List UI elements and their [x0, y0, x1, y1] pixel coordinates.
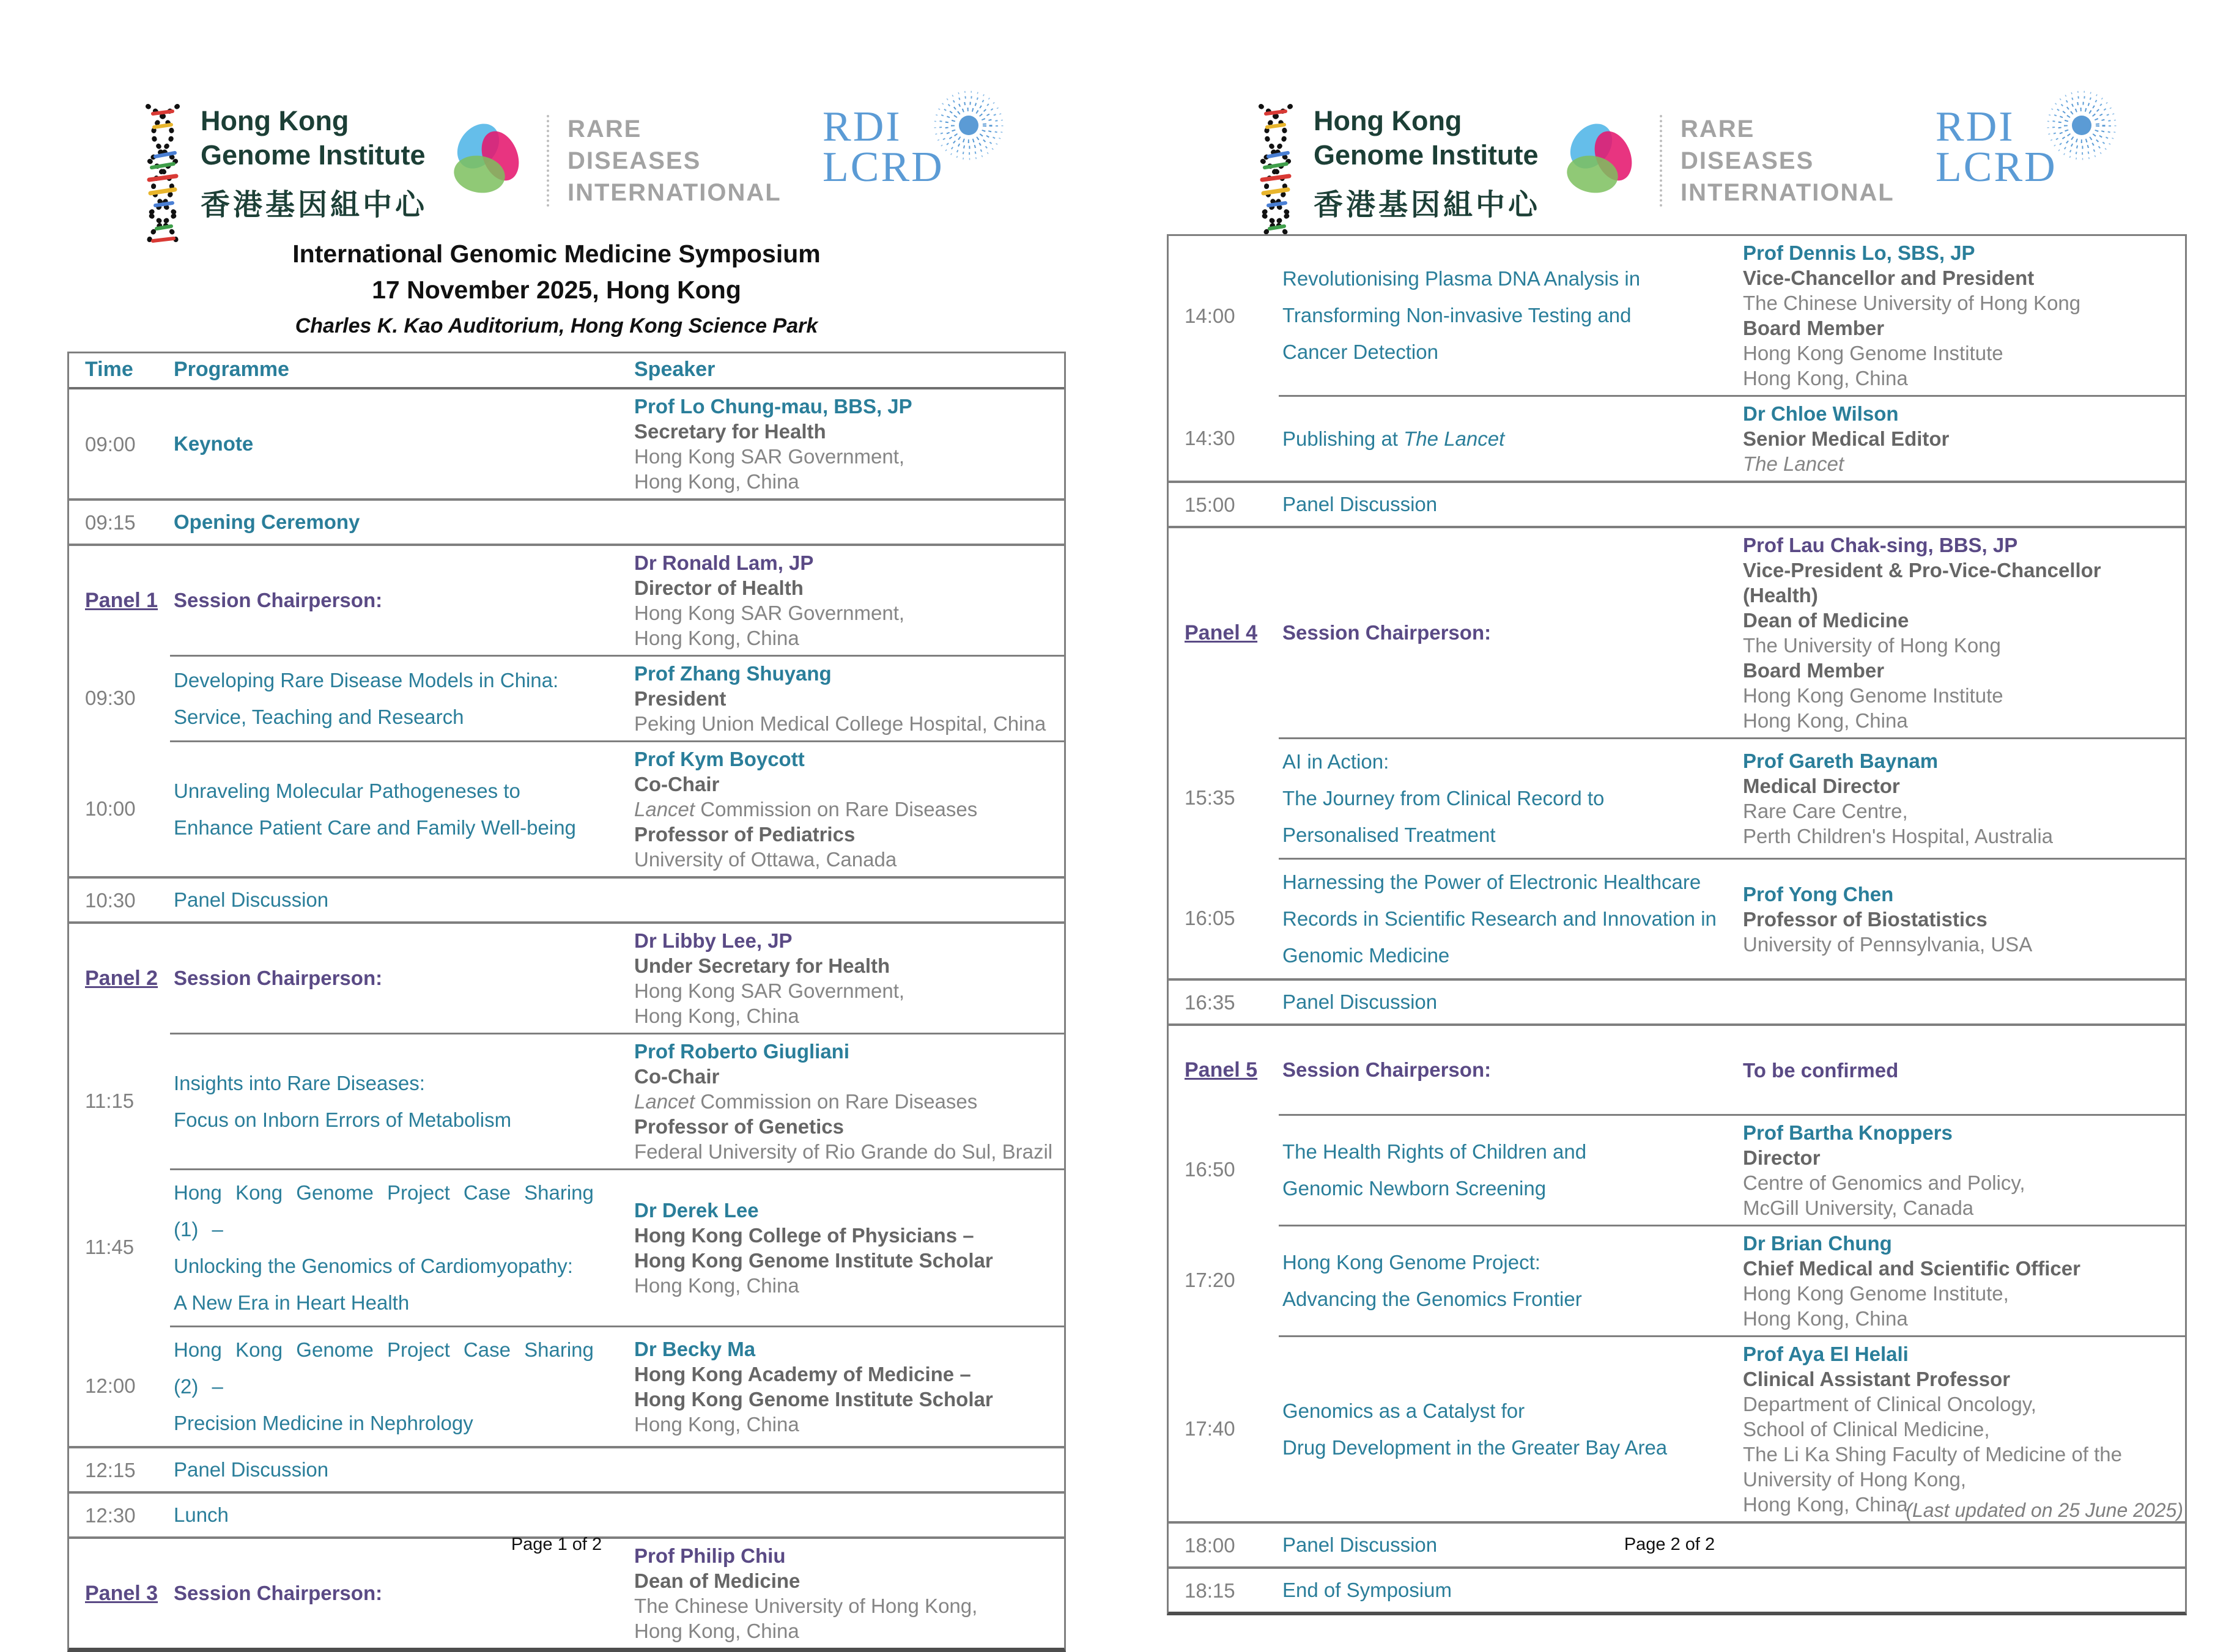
- speaker-organisation: Hong Kong, China: [634, 627, 799, 649]
- time-cell: [1169, 236, 1279, 395]
- programme-line: Advancing the Genomics Frontier: [1282, 1288, 1582, 1310]
- time-value: 18:00: [1185, 1533, 1235, 1557]
- time-cell: [69, 655, 170, 740]
- speaker-cell: [1734, 1225, 2185, 1335]
- programme-row: [69, 921, 1064, 1033]
- speaker-name: Prof Aya El Helali: [1743, 1343, 1909, 1365]
- programme-line: Drug Development in the Greater Bay Area: [1282, 1436, 1668, 1459]
- speaker-name: Dr Becky Ma: [634, 1338, 756, 1360]
- speaker-cell: [1734, 1335, 2185, 1521]
- symposium-title: International Genomic Medicine Symposium: [292, 240, 821, 268]
- lcrd-text-line1: RDI: [1936, 103, 2015, 150]
- table-header-row: [69, 353, 1064, 389]
- hkgi-name-chinese: 香港基因組中心: [1314, 189, 1541, 221]
- programme-table-page2: [1167, 234, 2187, 1615]
- programme-line: Focus on Inborn Errors of Metabolism: [174, 1108, 512, 1131]
- lcrd-text-line1: RDI: [823, 103, 902, 150]
- speaker-cell: [626, 1326, 1064, 1446]
- time-value: 15:00: [1185, 493, 1235, 516]
- programme-cell: [170, 1494, 626, 1536]
- programme-row: [1169, 236, 2185, 395]
- speaker-name: Prof Lau Chak-sing, BBS, JP: [1743, 534, 2018, 556]
- speaker-role: President: [634, 687, 727, 710]
- programme-cell: [170, 1448, 626, 1491]
- speaker-role: Medical Director: [1743, 775, 1900, 797]
- symposium-title-block: [58, 240, 1055, 338]
- speaker-cell: [1734, 1569, 2185, 1612]
- programme-row: [69, 1446, 1064, 1491]
- speaker-cell: [626, 655, 1064, 740]
- speaker-name: Prof Dennis Lo, SBS, JP: [1743, 242, 1975, 264]
- rdi-petals-icon: [446, 120, 527, 201]
- panel-label: Panel 4: [1185, 621, 1258, 644]
- speaker-role: Chief Medical and Scientific Officer: [1743, 1257, 2080, 1280]
- speaker-cell: [626, 879, 1064, 921]
- time-cell: [1169, 737, 1279, 858]
- programme-cell: [170, 879, 626, 921]
- time-value: 10:00: [85, 797, 136, 820]
- time-value: 11:15: [85, 1089, 135, 1112]
- time-value: 12:15: [85, 1458, 136, 1481]
- speaker-role: Board Member: [1743, 317, 1885, 339]
- programme-line: Lunch: [174, 1503, 229, 1526]
- rdi-text-line2: DISEASES: [568, 147, 701, 174]
- programme-line: Session Chairperson:: [174, 1582, 383, 1604]
- speaker-role: Secretary for Health: [634, 420, 826, 443]
- speaker-name: Dr Chloe Wilson: [1743, 402, 1899, 425]
- time-value: 12:30: [85, 1503, 136, 1527]
- programme-line: Harnessing the Power of Electronic Healthcare: [1282, 871, 1701, 893]
- speaker-organisation: Department of Clinical Oncology,: [1743, 1393, 2036, 1415]
- speaker-role: Co-Chair: [634, 773, 720, 795]
- table-body-page1: [69, 389, 1064, 1648]
- programme-line: End of Symposium: [1282, 1579, 1452, 1601]
- panel-label: Panel 5: [1185, 1058, 1258, 1082]
- speaker-name: Prof Bartha Knoppers: [1743, 1121, 1953, 1144]
- time-cell: [69, 740, 170, 876]
- rdi-petals-icon: [1559, 120, 1640, 201]
- speaker-role: Hong Kong Genome Institute Scholar: [634, 1388, 993, 1410]
- time-value: 16:35: [1185, 990, 1235, 1014]
- speaker-organisation: Hong Kong, China: [634, 1005, 799, 1027]
- panel-label: Panel 1: [85, 588, 158, 612]
- programme-cell: [1279, 528, 1734, 737]
- speaker-organisation: Hong Kong, China: [1743, 367, 1908, 389]
- speaker-cell: [1734, 528, 2185, 737]
- speaker-role: Board Member: [1743, 659, 1885, 682]
- rdi-logo-text: [1681, 113, 1895, 208]
- time-value: 09:00: [85, 432, 136, 455]
- speaker-organisation: Hong Kong, China: [1743, 1307, 1908, 1330]
- programme-line: Records in Scientific Research and Innovation in: [1282, 907, 1717, 930]
- programme-line: Session Chairperson:: [174, 967, 383, 989]
- programme-line: Hong Kong Genome Project:: [1282, 1251, 1540, 1274]
- programme-cell: [1279, 1114, 1734, 1225]
- time-value: 14:30: [1185, 426, 1235, 449]
- speaker-name: Prof Roberto Giugliani: [634, 1040, 849, 1063]
- programme-line: A New Era in Heart Health: [174, 1291, 410, 1314]
- programme-row: [1169, 481, 2185, 526]
- programme-row: [69, 1168, 1064, 1326]
- hkgi-name-line1: Hong Kong: [201, 105, 349, 136]
- rdi-logo-text: [568, 113, 782, 208]
- programme-line: Panel Discussion: [1282, 990, 1438, 1013]
- programme-cell: [170, 740, 626, 876]
- programme-line: Unlocking the Genomics of Cardiomyopathy:: [174, 1255, 573, 1277]
- rdi-dotted-divider: [547, 115, 549, 207]
- programme-line: Cancer Detection: [1282, 341, 1438, 363]
- programme-line: Publishing at The Lancet: [1282, 427, 1505, 450]
- speaker-cell: [626, 1448, 1064, 1491]
- programme-cell: [1279, 1335, 1734, 1521]
- speaker-organisation: University of Pennsylvania, USA: [1743, 932, 2033, 956]
- page-1: [0, 0, 1113, 1642]
- programme-line: Unraveling Molecular Pathogeneses to: [174, 779, 520, 802]
- speaker-cell: [1734, 1026, 2185, 1114]
- speaker-organisation: Hong Kong SAR Government,: [634, 602, 905, 624]
- programme-row: [69, 876, 1064, 921]
- table-header-speaker: Speaker: [634, 358, 716, 381]
- programme-line: Precision Medicine in Nephrology: [174, 1412, 473, 1434]
- speaker-cell: [626, 546, 1064, 655]
- time-cell: [69, 1539, 170, 1648]
- programme-line: Keynote: [174, 432, 254, 455]
- programme-cell: [1279, 483, 1734, 526]
- rdi-text-line3: INTERNATIONAL: [1681, 179, 1895, 206]
- time-value: 09:30: [85, 686, 136, 709]
- hkgi-logo-text: [1314, 104, 1540, 248]
- speaker-name: Prof Yong Chen: [1743, 882, 1894, 905]
- programme-row: [1169, 1335, 2185, 1521]
- speaker-cell: [1734, 395, 2185, 481]
- speaker-role: Hong Kong Genome Institute Scholar: [634, 1249, 993, 1272]
- lcrd-dotted-globe-icon: [2045, 89, 2118, 162]
- speaker-organisation: University of Ottawa, Canada: [634, 848, 897, 871]
- time-cell: [69, 389, 170, 498]
- panel-label: Panel 2: [85, 966, 158, 990]
- programme-line: Developing Rare Disease Models in China:: [174, 668, 559, 691]
- programme-row: [1169, 858, 2185, 978]
- programme-cell: [170, 389, 626, 498]
- speaker-cell: [626, 1033, 1064, 1168]
- lcrd-logo: [1936, 103, 2118, 191]
- speaker-organisation: Lancet Commission on Rare Diseases: [634, 798, 978, 820]
- speaker-organisation: Hong Kong SAR Government,: [634, 979, 905, 1002]
- speaker-organisation: Hong Kong Genome Institute: [1743, 684, 2003, 707]
- programme-line: Service, Teaching and Research: [174, 705, 464, 728]
- speaker-organisation: Rare Care Centre,: [1743, 800, 1908, 822]
- dna-helix-icon: [139, 104, 187, 248]
- programme-cell: [170, 655, 626, 740]
- speaker-role: Vice-Chancellor and President: [1743, 267, 2035, 289]
- time-value: 18:15: [1185, 1579, 1235, 1602]
- programme-cell: [170, 1168, 626, 1326]
- rdi-text-line1: RARE: [568, 116, 642, 142]
- time-cell: [69, 1326, 170, 1446]
- programme-row: [69, 655, 1064, 740]
- speaker-organisation: Hong Kong, China: [634, 1413, 799, 1436]
- programme-row: [1169, 1114, 2185, 1225]
- last-updated-note: (Last updated on 25 June 2025): [1906, 1499, 2183, 1521]
- speaker-organisation: Hong Kong, China: [1743, 709, 1908, 732]
- speaker-organisation: Hong Kong, China: [1743, 1493, 1908, 1516]
- programme-line: Session Chairperson:: [1282, 621, 1492, 644]
- programme-row: [1169, 1225, 2185, 1335]
- speaker-cell: [626, 924, 1064, 1033]
- programme-cell: [170, 1539, 626, 1648]
- programme-row: [69, 1033, 1064, 1168]
- speaker-cell: [1734, 1114, 2185, 1225]
- lcrd-dotted-globe-icon: [932, 89, 1005, 162]
- programme-cell: [170, 1326, 626, 1446]
- speaker-organisation: The Chinese University of Hong Kong,: [634, 1595, 978, 1617]
- speaker-name: Prof Philip Chiu: [634, 1544, 786, 1567]
- speaker-cell: [1734, 981, 2185, 1023]
- programme-line: Panel Discussion: [174, 1458, 329, 1481]
- time-cell: [1169, 483, 1279, 526]
- programme-row: [69, 544, 1064, 655]
- speaker-name: Dr Libby Lee, JP: [634, 929, 793, 952]
- time-value: 14:00: [1185, 304, 1235, 327]
- dna-helix-icon: [1252, 104, 1300, 248]
- speaker-role: Professor of Pediatrics: [634, 823, 856, 846]
- time-cell: [69, 1494, 170, 1536]
- speaker-name: Dr Brian Chung: [1743, 1232, 1892, 1255]
- programme-cell: [170, 1033, 626, 1168]
- speaker-organisation: School of Clinical Medicine,: [1743, 1418, 1990, 1440]
- speaker-organisation: Hong Kong Genome Institute: [1743, 342, 2003, 364]
- time-value: 12:00: [85, 1374, 136, 1397]
- rdi-text-line2: DISEASES: [1681, 147, 1814, 174]
- speaker-name: To be confirmed: [1743, 1058, 1899, 1082]
- programme-row: [1169, 395, 2185, 481]
- lcrd-text-line2: LCRD: [1936, 144, 2057, 191]
- lcrd-logo-text: [1936, 103, 2057, 191]
- speaker-organisation: The University of Hong Kong: [1743, 634, 2001, 657]
- rdi-logo: [446, 113, 782, 208]
- time-cell: [1169, 981, 1279, 1023]
- programme-line: The Journey from Clinical Record to: [1282, 787, 1605, 809]
- programme-line: Hong Kong Genome Project Case Sharing (2) –: [174, 1338, 594, 1398]
- programme-cell: [1279, 1225, 1734, 1335]
- programme-cell: [170, 924, 626, 1033]
- rdi-text-line1: RARE: [1681, 116, 1755, 142]
- time-cell: [1169, 395, 1279, 481]
- speaker-organisation: Hong Kong Genome Institute,: [1743, 1282, 2009, 1305]
- programme-cell: [1279, 858, 1734, 978]
- logo-header: [0, 86, 1113, 251]
- speaker-organisation: The Li Ka Shing Faculty of Medicine of the: [1743, 1443, 2123, 1466]
- speaker-organisation: Hong Kong, China: [634, 1620, 799, 1642]
- programme-row: [1169, 978, 2185, 1023]
- speaker-role: Hong Kong Academy of Medicine –: [634, 1363, 971, 1385]
- speaker-role: Under Secretary for Health: [634, 954, 890, 977]
- logo-header: [1113, 86, 2226, 251]
- speaker-cell: [1734, 236, 2185, 395]
- time-cell: [1169, 1026, 1279, 1114]
- programme-line: Panel Discussion: [1282, 1533, 1438, 1556]
- speaker-organisation: Hong Kong, China: [634, 1274, 799, 1297]
- speaker-organisation: Hong Kong, China: [634, 470, 799, 493]
- page-2: [1113, 0, 2226, 1602]
- time-cell: [1169, 1225, 1279, 1335]
- speaker-organisation: Hong Kong SAR Government,: [634, 445, 905, 468]
- time-cell: [1169, 528, 1279, 737]
- table-header-programme: Programme: [174, 358, 289, 381]
- speaker-name: Dr Derek Lee: [634, 1199, 759, 1222]
- rdi-text-line3: INTERNATIONAL: [568, 179, 782, 206]
- programme-cell: [1279, 1569, 1734, 1612]
- programme-cell: [170, 501, 626, 544]
- time-value: 16:50: [1185, 1158, 1235, 1181]
- programme-line: Revolutionising Plasma DNA Analysis in: [1282, 267, 1641, 290]
- speaker-role: Director of Health: [634, 577, 804, 599]
- speaker-name: Prof Kym Boycott: [634, 748, 805, 770]
- programme-cell: [1279, 236, 1734, 395]
- speaker-organisation: Federal University of Rio Grande do Sul, Brazil: [634, 1140, 1053, 1163]
- programme-line: Insights into Rare Diseases:: [174, 1071, 425, 1094]
- table-body-page2: [1169, 236, 2185, 1612]
- lcrd-logo: [823, 103, 1005, 191]
- programme-line: Personalised Treatment: [1282, 824, 1496, 846]
- speaker-organisation: University of Hong Kong,: [1743, 1468, 1967, 1491]
- programme-row: [69, 389, 1064, 498]
- time-cell: [69, 924, 170, 1033]
- programme-line: Enhance Patient Care and Family Well-being: [174, 816, 576, 839]
- hkgi-logo-text: [201, 104, 427, 248]
- programme-line: Session Chairperson:: [1282, 1058, 1492, 1081]
- programme-line: Hong Kong Genome Project Case Sharing (1) –: [174, 1181, 594, 1241]
- rdi-dotted-divider: [1660, 115, 1662, 207]
- symposium-date: 17 November 2025, Hong Kong: [372, 276, 741, 304]
- speaker-role: Director: [1743, 1146, 1821, 1169]
- speaker-organisation: The Lancet: [1743, 452, 1844, 475]
- speaker-role: Dean of Medicine: [1743, 609, 1909, 632]
- time-cell: [69, 546, 170, 655]
- speaker-cell: [626, 1539, 1064, 1648]
- time-cell: [69, 1033, 170, 1168]
- programme-line: AI in Action:: [1282, 750, 1389, 773]
- speaker-organisation: Peking Union Medical College Hospital, China: [634, 712, 1046, 735]
- programme-table-page1: [67, 352, 1066, 1652]
- lcrd-text-line2: LCRD: [823, 144, 944, 191]
- speaker-name: Prof Lo Chung-mau, BBS, JP: [634, 395, 912, 418]
- time-cell: [1169, 858, 1279, 978]
- speaker-organisation: Lancet Commission on Rare Diseases: [634, 1090, 978, 1113]
- speaker-name: Dr Ronald Lam, JP: [634, 551, 814, 574]
- programme-line: Panel Discussion: [1282, 493, 1438, 515]
- speaker-cell: [626, 740, 1064, 876]
- time-cell: [1169, 1569, 1279, 1612]
- hkgi-logo: [1252, 104, 1540, 248]
- programme-row: [1169, 1566, 2185, 1612]
- programme-line: The Health Rights of Children and: [1282, 1140, 1587, 1163]
- speaker-organisation: The Chinese University of Hong Kong: [1743, 292, 2081, 314]
- programme-line: Transforming Non-invasive Testing and: [1282, 304, 1632, 326]
- programme-line: Session Chairperson:: [174, 589, 383, 611]
- hkgi-name-line2: Genome Institute: [201, 139, 426, 171]
- speaker-organisation: Perth Children's Hospital, Australia: [1743, 825, 2054, 847]
- programme-line: Genomics as a Catalyst for: [1282, 1399, 1525, 1422]
- time-value: 11:45: [85, 1236, 135, 1258]
- speaker-role: Co-Chair: [634, 1065, 720, 1088]
- speaker-role: Dean of Medicine: [634, 1569, 801, 1592]
- speaker-cell: [1734, 483, 2185, 526]
- time-cell: [69, 501, 170, 544]
- time-value: 17:40: [1185, 1417, 1235, 1440]
- programme-row: [1169, 1023, 2185, 1114]
- panel-label: Panel 3: [85, 1581, 158, 1605]
- table-header-time: Time: [85, 358, 133, 381]
- programme-cell: [1279, 981, 1734, 1023]
- programme-cell: [1279, 737, 1734, 858]
- programme-line: Panel Discussion: [174, 888, 329, 911]
- speaker-cell: [626, 1494, 1064, 1536]
- hkgi-name-line2: Genome Institute: [1314, 139, 1539, 171]
- hkgi-logo: [139, 104, 427, 248]
- programme-row: [1169, 737, 2185, 858]
- time-cell: [69, 1168, 170, 1326]
- speaker-role: Vice-President & Pro-Vice-Chancellor (Health): [1743, 559, 2101, 607]
- speaker-role: Professor of Biostatistics: [1743, 907, 1988, 931]
- hkgi-name-line1: Hong Kong: [1314, 105, 1462, 136]
- programme-cell: [170, 546, 626, 655]
- speaker-role: Clinical Assistant Professor: [1743, 1368, 2011, 1390]
- speaker-cell: [626, 1168, 1064, 1326]
- programme-row: [69, 1326, 1064, 1446]
- time-value: 10:30: [85, 888, 136, 912]
- speaker-cell: [626, 389, 1064, 498]
- speaker-name: Prof Zhang Shuyang: [634, 662, 832, 685]
- programme-line: Opening Ceremony: [174, 511, 360, 533]
- speaker-role: Hong Kong College of Physicians –: [634, 1224, 974, 1247]
- rdi-logo: [1559, 113, 1895, 208]
- speaker-role: Professor of Genetics: [634, 1115, 844, 1138]
- time-value: 17:20: [1185, 1269, 1235, 1291]
- programme-row: [69, 1491, 1064, 1536]
- programme-row: [69, 740, 1064, 876]
- programme-cell: [1279, 395, 1734, 481]
- programme-row: [69, 498, 1064, 544]
- speaker-cell: [626, 501, 1064, 544]
- hkgi-name-chinese: 香港基因組中心: [201, 189, 428, 221]
- symposium-venue: Charles K. Kao Auditorium, Hong Kong Science Park: [295, 314, 818, 337]
- lcrd-logo-text: [823, 103, 944, 191]
- time-value: 16:05: [1185, 907, 1235, 929]
- programme-line: Genomic Medicine: [1282, 944, 1450, 967]
- programme-row: [1169, 526, 2185, 737]
- page-footer-2: Page 2 of 2: [1624, 1535, 1715, 1554]
- speaker-role: Senior Medical Editor: [1743, 427, 1950, 450]
- time-value: 15:35: [1185, 786, 1235, 809]
- programme-cell: [1279, 1026, 1734, 1114]
- speaker-name: Prof Gareth Baynam: [1743, 750, 1939, 772]
- time-cell: [1169, 1114, 1279, 1225]
- speaker-organisation: McGill University, Canada: [1743, 1197, 1974, 1219]
- speaker-cell: [1734, 858, 2185, 978]
- programme-line: Genomic Newborn Screening: [1282, 1177, 1547, 1200]
- speaker-organisation: Centre of Genomics and Policy,: [1743, 1171, 2025, 1194]
- page-footer-1: Page 1 of 2: [511, 1535, 602, 1554]
- speaker-cell: [1734, 737, 2185, 858]
- time-cell: [1169, 1335, 1279, 1521]
- time-value: 09:15: [85, 511, 136, 534]
- time-cell: [69, 879, 170, 921]
- time-cell: [69, 1448, 170, 1491]
